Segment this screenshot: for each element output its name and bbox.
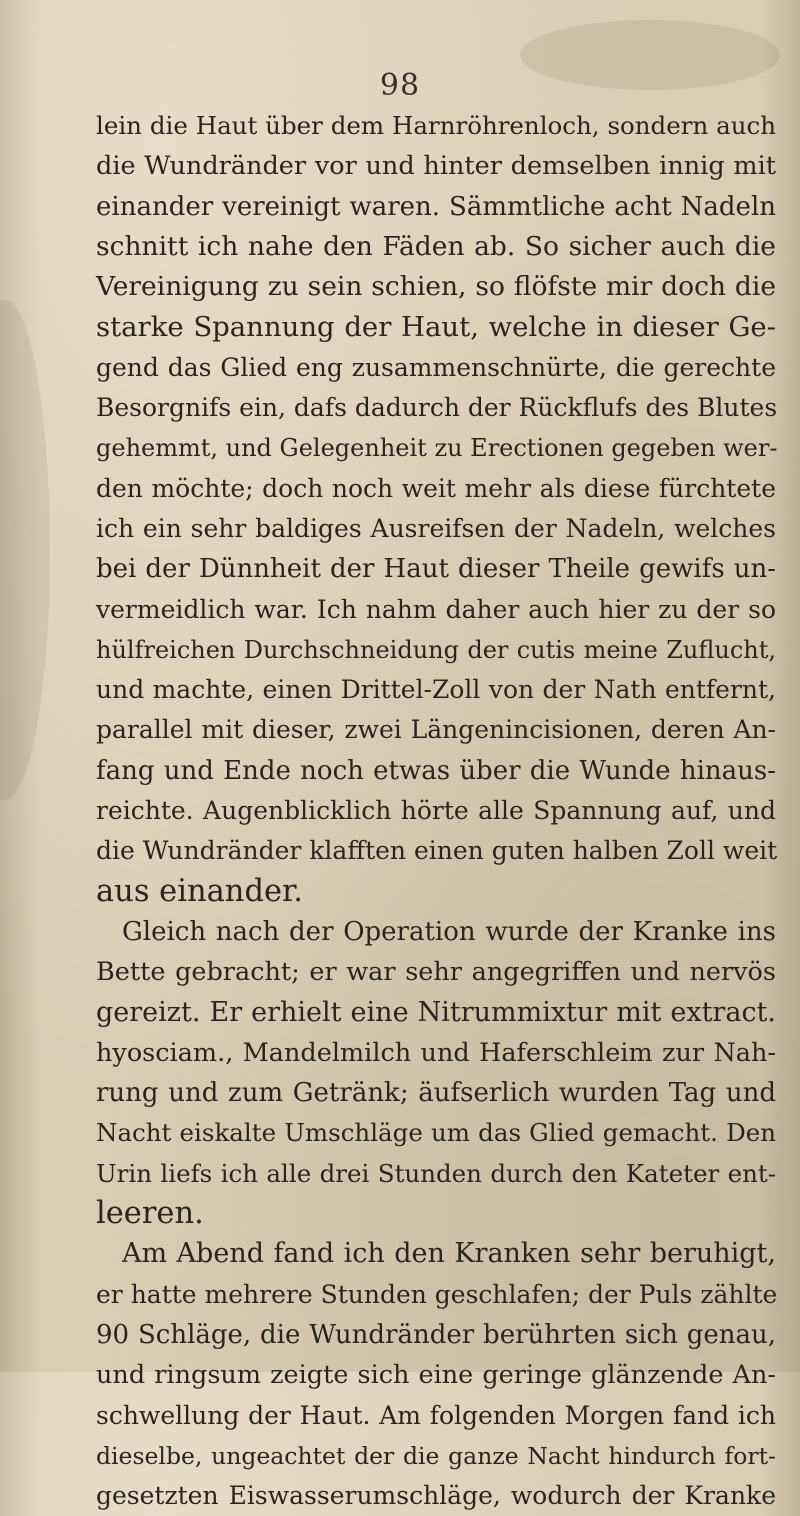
- text-line: Urin liefs ich alle drei Stunden durch den Kateter ent-: [96, 1158, 776, 1188]
- text-line: hülfreichen Durchschneidung der cutis meine Zuflucht,: [96, 635, 776, 664]
- text-line: aus einander.: [96, 873, 303, 909]
- paper-stain: [0, 300, 50, 800]
- page-number: 98: [379, 68, 421, 103]
- text-line: schnitt ich nahe den Fäden ab. So sicher auch die: [96, 230, 776, 262]
- text-line: gend das Glied eng zusammenschnürte, die gerechte: [96, 352, 776, 382]
- text-line: den möchte; doch noch weit mehr als diese fürchtete: [96, 473, 776, 503]
- text-line: die Wundränder vor und hinter demselben innig mit: [96, 151, 776, 182]
- text-line: gereizt. Er erhielt eine Nitrummixtur mit extract.: [96, 996, 776, 1028]
- text-line: Am Abend fand ich den Kranken sehr beruhigt,: [122, 1238, 776, 1270]
- text-line: Nacht eiskalte Umschläge um das Glied gemacht. Den: [96, 1118, 776, 1148]
- text-line: Bette gebracht; er war sehr angegriffen und nervös: [96, 957, 776, 988]
- text-line: dieselbe, ungeachtet der die ganze Nacht hindurch fort-: [96, 1441, 776, 1470]
- text-line: ich ein sehr baldiges Ausreifsen der Nadeln, welches: [96, 513, 776, 543]
- text-line: schwellung der Haut. Am folgenden Morgen fand ich: [96, 1400, 776, 1430]
- text-line: bei der Dünnheit der Haut dieser Theile gewifs un-: [96, 554, 776, 585]
- text-line: hyosciam., Mandelmilch und Haferschleim zur Nah-: [96, 1037, 776, 1068]
- text-line: Besorgnifs ein, dafs dadurch der Rückflufs des Blutes: [96, 393, 778, 423]
- text-line: und machte, einen Drittel-Zoll von der Nath entfernt,: [96, 675, 776, 705]
- text-line: lein die Haut über dem Harnröhrenloch, sondern auch: [96, 111, 776, 140]
- text-line: 90 Schläge, die Wundränder berührten sich genau,: [96, 1319, 776, 1350]
- text-line: Vereinigung zu sein schien, so flöfste mir doch die: [96, 271, 776, 303]
- text-line: die Wundränder klafften einen guten halben Zoll weit: [96, 836, 778, 866]
- text-line: leeren.: [96, 1196, 204, 1232]
- text-line: parallel mit dieser, zwei Längenincisionen, deren An-: [96, 715, 776, 745]
- text-line: starke Spannung der Haut, welche in dieser Ge-: [96, 311, 776, 344]
- text-line: reichte. Augenblicklich hörte alle Spannung auf, und: [96, 796, 776, 826]
- text-line: er hatte mehrere Stunden geschlafen; der Puls zählte: [96, 1279, 778, 1309]
- text-line: gehemmt, und Gelegenheit zu Erectionen gegeben wer-: [96, 434, 778, 463]
- text-line: und ringsum zeigte sich eine geringe glänzende An-: [96, 1360, 776, 1391]
- text-line: fang und Ende noch etwas über die Wunde hinaus-: [96, 755, 776, 786]
- text-line: vermeidlich war. Ich nahm daher auch hier zu der so: [96, 594, 776, 624]
- body-text: [96, 106, 776, 1516]
- text-line: rung und zum Getränk; äufserlich wurden Tag und: [96, 1078, 776, 1109]
- text-line: gesetzten Eiswasserumschläge, wodurch der Kranke: [96, 1481, 776, 1511]
- text-line: Gleich nach der Operation wurde der Kranke ins: [122, 916, 776, 947]
- text-line: einander vereinigt waren. Sämmtliche acht Nadeln: [96, 191, 776, 222]
